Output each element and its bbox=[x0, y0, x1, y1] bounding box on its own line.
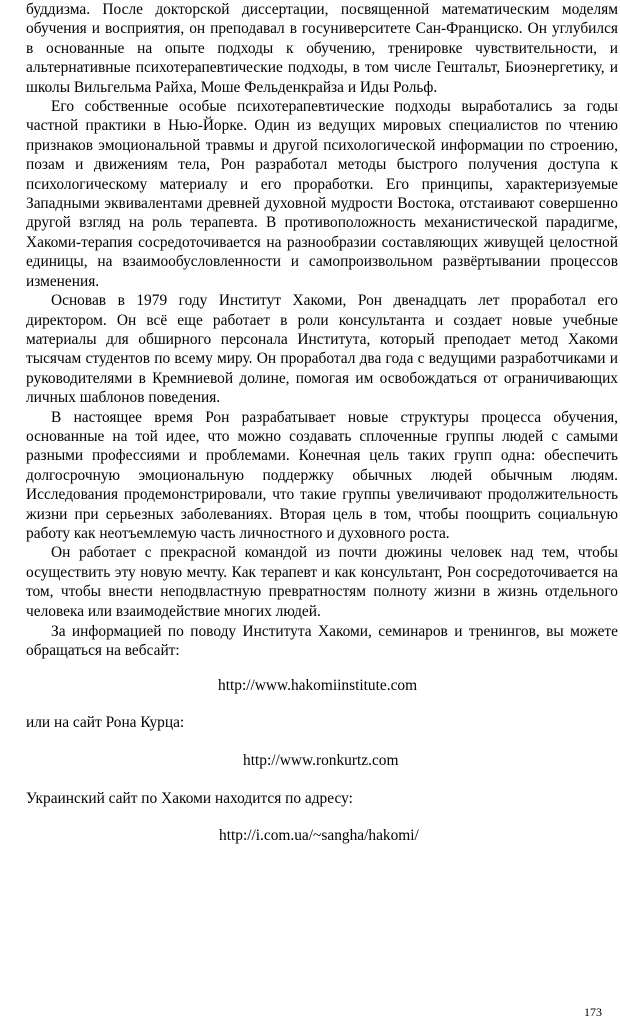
hakomi-institute-link[interactable]: http://www.hakomiinstitute.com bbox=[218, 677, 418, 694]
biography-text bbox=[26, 0, 618, 621]
kurtz-site-label: или на сайт Рона Курца: bbox=[26, 714, 185, 731]
ronkurtz-link[interactable]: http://www.ronkurtz.com bbox=[243, 752, 399, 769]
paragraph-education: буддизма. После докторской диссертации, посвященной математическим моделям обучения и восприятия, он преподавал в госуниверситете Сан-Франциско. Он углубился в основанные на опыте подходы к обучению, тренировке чувствительности, и альтернативные психотерапевтические подходы, в том числе Гештальт, Биоэнергетику, и школы Вильгельма Райха, Моше Фельденкрайза и Иды Рольф. bbox=[26, 1, 618, 96]
ukraine-site-label: Украинский сайт по Хакоми находится по адресу: bbox=[26, 790, 353, 807]
paragraph-groups: В настоящее время Рон разрабатывает новые структуры процесса обучения, основанные на той идее, что можно создавать сплоченные группы людей с самыми разными профессиями и проблемами. Конечная цель таких групп одна: обеспечить долгосрочную эмоциональную поддержку обычных людей обычным людям. Исследования продемонстрировали, что такие группы увеличивают продолжительность жизни при серьезных заболеваниях. Вторая цель в том, чтобы поощрить социальную работу как неотъемлемую часть личностного и духовного роста. bbox=[26, 408, 618, 542]
paragraph-team: Он работает с прекрасной командой из почти дюжины человек над тем, чтобы осуществить эту новую мечту. Как терапевт и как консультант, Рон сосредоточивается на том, чтобы внести неподвластную превратностям полноту жизни в жизнь отдельного человека или взаимодействие многих людей. bbox=[26, 544, 618, 620]
paragraph-approaches: Его собственные особые психотерапевтические подходы выработались за годы частной практики в Нью-Йорке. Один из ведущих мировых специалистов по чтению признаков эмоциональной травмы и другой психологической информации по строению, позам и движениям тела, Рон разработал методы быстрого получения доступа к психологическому материалу и его проработки. Его принципы, характеризуемые Западными эквивалентами древней духовной мудрости Востока, отстаивают совершенно другой взгляд на роль терапевта. В противоположность механистической парадигме, Хакоми-терапия сосредоточивается на разнообразии составляющих живущей целостной единицы, на взаимообусловленности и самопроизвольном развёртывании процессов изменения. bbox=[26, 98, 618, 290]
ukraine-hakomi-link[interactable]: http://i.com.ua/~sangha/hakomi/ bbox=[219, 827, 419, 844]
page-number: 173 bbox=[584, 1005, 602, 1019]
contact-intro: За информацией по поводу Института Хакоми, семинаров и тренингов, вы можете обращаться на вебсайт: bbox=[26, 623, 618, 660]
paragraph-institute: Основав в 1979 году Институт Хакоми, Рон двенадцать лет проработал его директором. Он всё еще работает в роли консультанта и создает новые учебные материалы для обширного персонала Института, который преподает метод Хакоми тысячам студентов по всему миру. Он проработал два года с ведущими разработчиками и руководителями в Кремниевой долине, помогая им освобождаться от ограничивающих личных шаблонов поведения. bbox=[26, 292, 618, 407]
